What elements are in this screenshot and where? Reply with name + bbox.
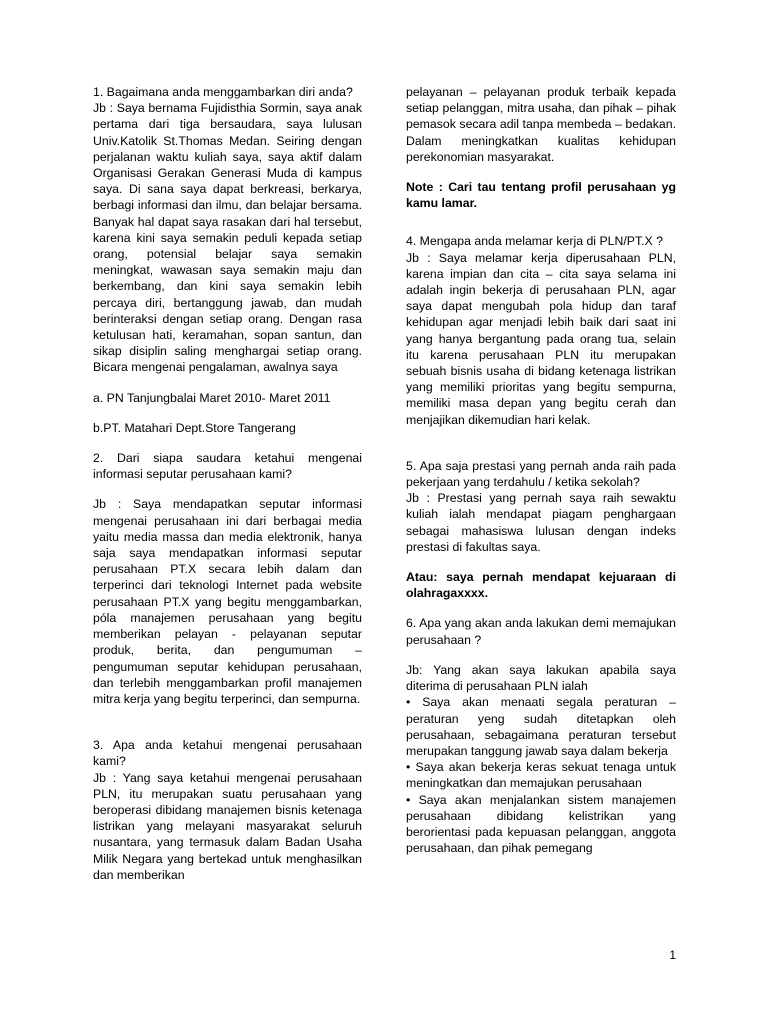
- page-number: 1: [669, 948, 676, 962]
- answer-3-continued: pelayanan – pelayanan produk terbaik kepada setiap pelanggan, mitra usaha, dan pihak – pihak pemasok secara adil tanpa membeda – bedakan. Dalam meningkatkan kualitas kehidupan perekonomian masyarakat.: [406, 85, 676, 164]
- right-column: [406, 84, 676, 856]
- question-1: 1. Bagaimana anda menggambarkan diri anda?: [93, 85, 353, 99]
- bullet-item: • Saya akan menjalankan sistem manajemen perusahaan dibidang kelistrikan yang berorientasi pada kepuasan pelanggan, anggota perusahaan, dan pihak pemegang: [406, 792, 676, 857]
- note: Note : Cari tau tentang profil perusahaan yg kamu lamar.: [406, 180, 676, 211]
- alternative-answer: Atau: saya pernah mendapat kejuaraan di olahragaxxxx.: [406, 570, 676, 601]
- question-5: 5. Apa saja prestasi yang pernah anda raih pada pekerjaan yang terdahulu / ketika sekolah?: [406, 458, 676, 490]
- bullet-item: • Saya akan menaati segala peraturan – peraturan yeng sudah ditetapkan oleh perusahaan, sebagaimana peraturan tersebut merupakan tanggung jawab saya dalam bekerja: [406, 694, 676, 759]
- question-2: 2. Dari siapa saudara ketahui mengenai informasi seputar perusahaan kami?: [93, 451, 362, 482]
- answer-6-intro: Jb: Yang akan saya lakukan apabila saya diterima di perusahaan PLN ialah: [406, 662, 676, 694]
- answer-5: Jb : Prestasi yang pernah saya raih sewaktu kuliah ialah mendapat piagam penghargaan sebagai mahasiswa lulusan dengan indeks prestasi di fakultas saya.: [406, 491, 676, 554]
- answer-3: Jb : Yang saya ketahui mengenai perusahaan PLN, itu merupakan suatu perusahaan yang beroperasi dibidang manajemen bisnis ketenaga listrikan yang melayani masyarakat seluruh nusantara, yang termasuk dalam Badan Usaha Milik Negara yang bertekad untuk menghasilkan dan memberikan: [93, 770, 362, 882]
- left-column: [93, 84, 362, 883]
- answer-4: Jb : Saya melamar kerja diperusahaan PLN, karena impian dan cita – cita saya selama ini adalah ingin bekerja di perusahaan PLN, agar saya dapat mengubah pola hidup dan taraf kehidupan agar menjadi lebih baik dari saat ini yang hanya bergantung pada orang tua, selain itu karena perusahaan PLN itu merupakan sebuah bisnis usaha di bidang ketenaga listrikan yang memiliki prioritas yang begitu sempurna, memiliki masa depan yang begitu cerah dan menjajikan dikemudian hari kelak.: [406, 250, 676, 427]
- experience-b: b.PT. Matahari Dept.Store Tangerang: [93, 420, 296, 435]
- answer-2: Jb : Saya mendapatkan seputar informasi mengenai perusahaan ini dari berbagai media yaitu media massa dan media elektronik, hanya saja saya mendapatkan informasi seputar perusahaan PT.X secara lebih dalam dan terperinci dari teknologi Internet pada website perusahaan PT.X yang begitu menggambarkan, póla manajemen perusahaan yang begitu memberikan pelayan - pelayanan seputar produk, berita, dan pengumuman – pengumuman seputar kehidupan perusahaan, dan terlebih menggambarkan profil manajemen mitra kerja yang begitu terperinci, dan sempurna.: [93, 497, 362, 706]
- question-4: 4. Mengapa anda melamar kerja di PLN/PT.X ?: [406, 234, 664, 249]
- bullet-item: • Saya akan bekerja keras sekuat tenaga untuk meningkatkan dan memajukan perusahaan: [406, 759, 676, 791]
- answer-1: Jb : Saya bernama Fujidisthia Sormin, saya anak pertama dari tiga bersaudara, saya lulusan Univ.Katolik St.Thomas Medan. Seiring dengan perjalanan waktu kuliah saya, saya aktif dalam Organisasi Gerakan Generasi Muda di kampus saya. Di sana saya dapat berkreasi, berkarya, berbagi informasi dan ilmu, dan belajar bersama. Banyak hal dapat saya rasakan dari hal tersebut, karena kini saya semakin peduli kepada setiap orang, potensial belajar saya semakin meningkat, wawasan saya semakin maju dan berkembang, dan kini saya semakin lebih percaya diri, bertanggung jawab, dan mudah berinteraksi dengan setiap orang. Dengan rasa ketulusan hati, keramahan, sopan santun, dan sikap disiplin saling menghargai setiap orang. Bicara mengenai pengalaman, awalnya saya: [93, 101, 362, 375]
- experience-a: a. PN Tanjungbalai Maret 2010- Maret 2011: [93, 390, 331, 405]
- question-6: 6. Apa yang akan anda lakukan demi memajukan perusahaan ?: [406, 616, 676, 647]
- question-3: 3. Apa anda ketahui mengenai perusahaan kami?: [93, 738, 362, 769]
